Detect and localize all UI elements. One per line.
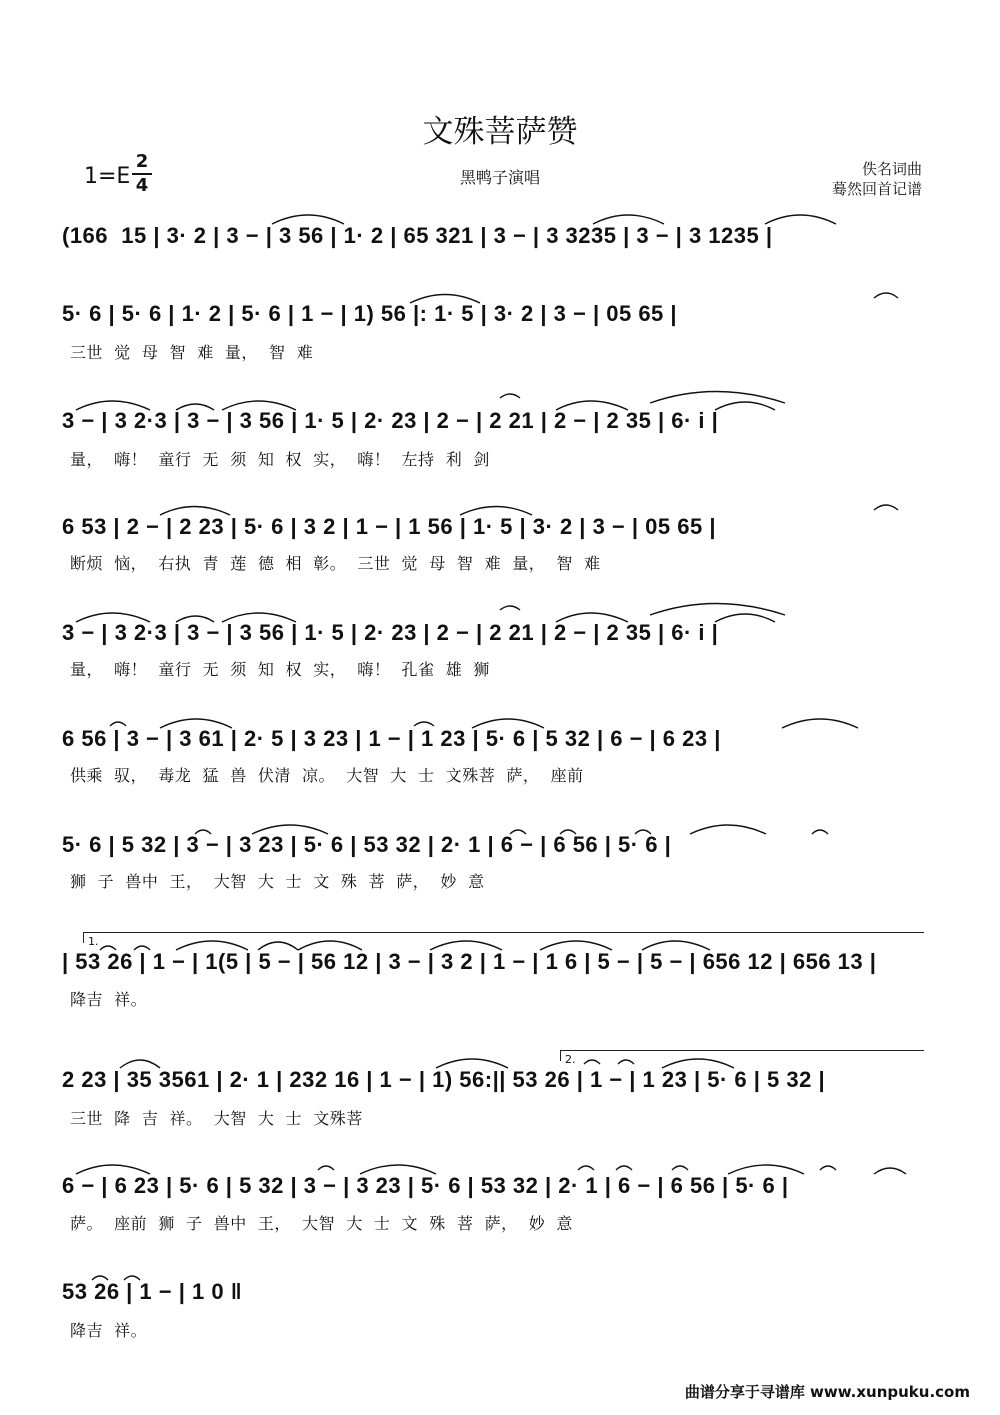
first-ending-bracket <box>83 932 924 943</box>
performer: 黑鸭子演唱 <box>459 168 540 187</box>
lyric-row-8: 降吉 祥。 <box>70 990 148 1009</box>
lyric-row-11: 降吉 祥。 <box>70 1321 148 1340</box>
second-ending-label: 2. <box>565 1053 576 1066</box>
notation-row-11: 53 26 | 1 − | 1 0 ‖ <box>62 1279 243 1304</box>
notation-row-7: 5· 6 | 5 32 | 3 − | 3 23 | 5· 6 | 53 32 | 2· 1 | 6 − | 6 56 | 5· 6 | <box>62 832 672 857</box>
lyric-row-1 <box>70 238 930 264</box>
notation-row-9: 2 23 | 35 3561 | 2· 1 | 232 16 | 1 − | 1) 56:|| 53 26 | 1 − | 1 23 | 5· 6 | 5 32 | <box>62 1067 826 1092</box>
song-title: 文殊菩萨赞 <box>422 114 578 150</box>
time-signature-numerator: 2 <box>135 151 149 172</box>
notation-row-5: 3 − | 3 2·3 | 3 − | 3 56 | 1· 5 | 2· 23 | 2 − | 2 21 | 2 − | 2 35 | 6· i | <box>62 620 719 645</box>
notation-row-10: 6 − | 6 23 | 5· 6 | 5 32 | 3 − | 3 23 | 5· 6 | 53 32 | 2· 1 | 6 − | 6 56 | 5· 6 | <box>62 1173 789 1198</box>
key-signature: 1=E <box>84 164 131 189</box>
notation-row-3: 3 − | 3 2·3 | 3 − | 3 56 | 1· 5 | 2· 23 | 2 − | 2 21 | 2 − | 2 35 | 6· i | <box>62 408 719 433</box>
lyric-row-6: 供乘 驭， 毒龙 猛 兽 伏清 凉。 大智 大 士 文殊菩 萨， 座前 <box>70 766 584 785</box>
time-signature-denominator: 4 <box>135 175 149 196</box>
lyric-row-5: 量， 嗨！ 童行 无 须 知 权 实， 嗨！ 孔雀 雄 狮 <box>70 660 490 679</box>
lyric-row-2: 三世 觉 母 智 难 量， 智 难 <box>70 343 314 362</box>
first-ending-label: 1. <box>88 935 99 948</box>
notation-row-2: 5· 6 | 5· 6 | 1· 2 | 5· 6 | 1 − | 1) 56 |: 1· 5 | 3· 2 | 3 − | 05 65 | <box>62 301 678 326</box>
second-ending-bracket <box>560 1050 924 1061</box>
credit-transcriber: 蓦然回首记谱 <box>831 180 922 198</box>
lyric-row-3: 量， 嗨！ 童行 无 须 知 权 实， 嗨！ 左持 利 剑 <box>70 450 490 469</box>
notation-row-4: 6 53 | 2 − | 2 23 | 5· 6 | 3 2 | 1 − | 1 56 | 1· 5 | 3· 2 | 3 − | 05 65 | <box>62 514 716 539</box>
time-signature <box>132 152 152 196</box>
notation-row-6: 6 56 | 3 − | 3 61 | 2· 5 | 3 23 | 1 − | 1 23 | 5· 6 | 5 32 | 6 − | 6 23 | <box>62 726 721 751</box>
credit-lyrics-music: 佚名词曲 <box>861 160 922 178</box>
lyric-row-10: 萨。 座前 狮 子 兽中 王， 大智 大 士 文 殊 菩 萨， 妙 意 <box>70 1214 573 1233</box>
lyric-row-4: 断烦 恼， 右执 青 莲 德 相 彰。 三世 觉 母 智 难 量， 智 难 <box>70 554 601 573</box>
lyric-row-9: 三世 降 吉 祥。 大智 大 士 文殊菩 <box>70 1109 363 1128</box>
site-watermark: 曲谱分享于寻谱库 www.xunpuku.com <box>684 1383 970 1401</box>
notation-row-1: (166 15 | 3· 2 | 3 − | 3 56 | 1· 2 | 65 321 | 3 − | 3 3235 | 3 − | 3 1235 | <box>62 223 773 248</box>
lyric-row-7: 狮 子 兽中 王， 大智 大 士 文 殊 菩 萨， 妙 意 <box>70 872 485 891</box>
notation-row-8: | 53 26 | 1 − | 1(5 | 5 − | 56 12 | 3 − | 3 2 | 1 − | 1 6 | 5 − | 5 − | 656 12 | 656 13 | <box>62 949 877 974</box>
